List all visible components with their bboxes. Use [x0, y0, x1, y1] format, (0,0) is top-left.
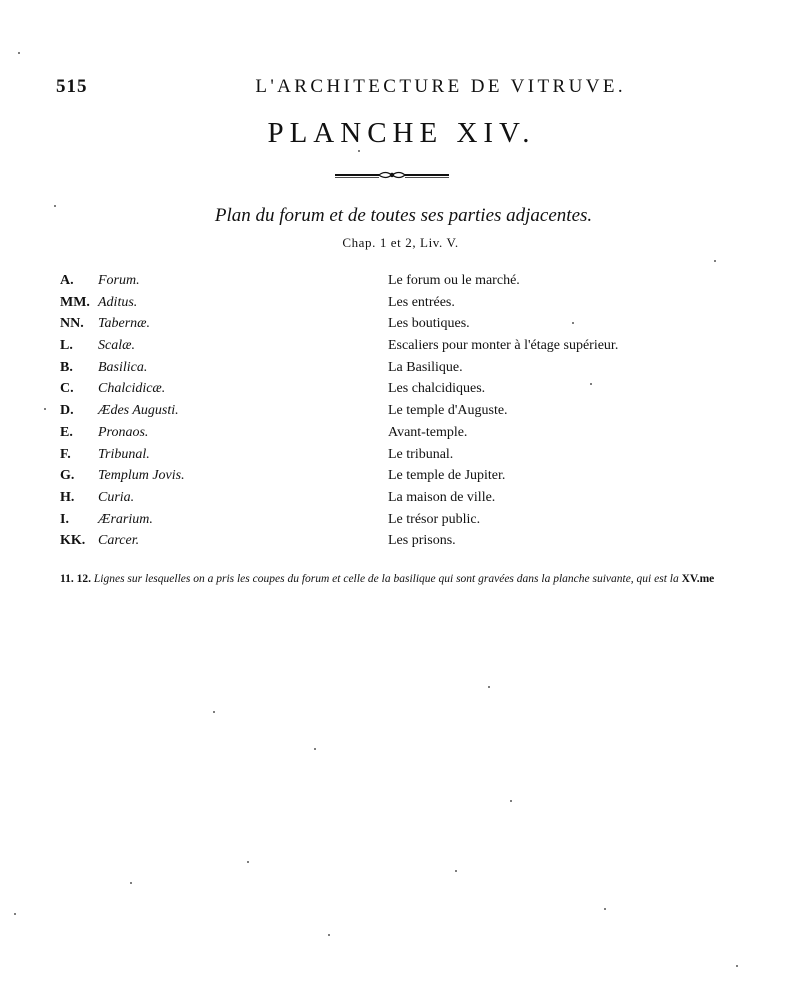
legend-latin: Carcer. — [98, 533, 140, 549]
legend-row — [60, 338, 700, 360]
legend-key: B. — [60, 359, 73, 375]
legend-french: Escaliers pour monter à l'étage supérieur. — [388, 338, 619, 354]
legend-latin: Tabernæ. — [98, 316, 151, 332]
legend-latin: Pronaos. — [98, 424, 149, 440]
plate-title: PLANCHE XIV. — [267, 117, 536, 149]
scan-speck — [328, 934, 330, 936]
legend-row — [60, 381, 700, 403]
book-title: L'ARCHITECTURE DE VITRUVE. — [255, 76, 626, 97]
scan-speck — [247, 861, 249, 863]
scan-speck — [54, 205, 56, 207]
legend-french: Le temple de Jupiter. — [388, 468, 506, 484]
scan-speck — [455, 870, 457, 872]
scan-speck — [736, 965, 738, 967]
legend-key: D. — [60, 403, 74, 419]
legend-key: NN. — [60, 316, 84, 332]
footnote-plate-reference: XV.me — [681, 573, 715, 585]
legend-row — [60, 468, 700, 490]
caption-title: Plan du forum et de toutes ses parties adjacentes. — [214, 205, 593, 226]
legend-key: C. — [60, 381, 74, 397]
scan-speck — [488, 686, 490, 688]
page-number: 515 — [56, 76, 88, 97]
legend-row — [60, 447, 700, 469]
legend-latin: Tribunal. — [98, 446, 150, 462]
legend-row — [60, 273, 700, 295]
scan-speck — [510, 800, 512, 802]
legend-french: Les boutiques. — [388, 316, 470, 332]
legend-french: Le tribunal. — [388, 446, 454, 462]
legend-key: H. — [60, 489, 75, 505]
scan-speck — [18, 52, 20, 54]
legend-row — [60, 316, 700, 338]
footnote-key: 11. 12. — [60, 573, 91, 585]
legend-key: G. — [60, 468, 75, 484]
scan-speck — [358, 150, 360, 152]
legend-row — [60, 512, 700, 534]
legend-latin: Templum Jovis. — [98, 468, 185, 484]
legend-key: F. — [60, 446, 71, 462]
legend-key: L. — [60, 338, 73, 354]
legend-row — [60, 490, 700, 512]
legend-french: Avant-temple. — [388, 424, 468, 440]
legend-row — [60, 425, 700, 447]
caption-reference: Chap. 1 et 2, Liv. V. — [342, 235, 459, 250]
footnote — [60, 569, 732, 589]
legend-french: Les chalcidiques. — [388, 381, 486, 397]
legend-latin: Ærarium. — [98, 511, 153, 527]
legend-latin: Curia. — [98, 489, 135, 505]
scan-speck — [604, 908, 606, 910]
running-head — [56, 76, 626, 100]
scan-speck — [44, 408, 46, 410]
scan-speck — [714, 260, 716, 262]
legend-french: Le forum ou le marché. — [388, 273, 520, 288]
legend-french: Les entrées. — [388, 294, 455, 310]
legend-row — [60, 533, 700, 555]
legend-latin: Aditus. — [98, 294, 138, 310]
legend-key: I. — [60, 511, 69, 527]
legend-french: La Basilique. — [388, 359, 463, 375]
legend-key: A. — [60, 273, 74, 288]
legend-row — [60, 360, 700, 382]
scan-speck — [314, 748, 316, 750]
legend-list — [60, 273, 700, 555]
legend-french: Le temple d'Auguste. — [388, 403, 508, 419]
legend-row — [60, 403, 700, 425]
scan-speck — [213, 711, 215, 713]
legend-key: KK. — [60, 533, 86, 549]
legend-key: E. — [60, 424, 73, 440]
legend-french: Les prisons. — [388, 533, 456, 549]
scan-speck — [130, 882, 132, 884]
legend-latin: Scalæ. — [98, 338, 135, 354]
legend-latin: Ædes Augusti. — [98, 403, 179, 419]
legend-french: La maison de ville. — [388, 489, 496, 505]
scan-speck — [572, 322, 574, 324]
scan-speck — [14, 913, 16, 915]
legend-key: MM. — [60, 294, 90, 310]
scan-speck — [590, 383, 592, 385]
footnote-text: Lignes sur lesquelles on a pris les coupes du forum et celle de la basilique qui sont gravées dans la planche suivante, qui est la — [93, 573, 679, 585]
legend-french: Le trésor public. — [388, 511, 481, 527]
rule-ornament-icon — [333, 169, 451, 181]
legend-row — [60, 295, 700, 317]
legend-latin: Basilica. — [98, 359, 148, 375]
legend-latin: Forum. — [98, 273, 140, 288]
legend-latin: Chalcidicæ. — [98, 381, 166, 397]
